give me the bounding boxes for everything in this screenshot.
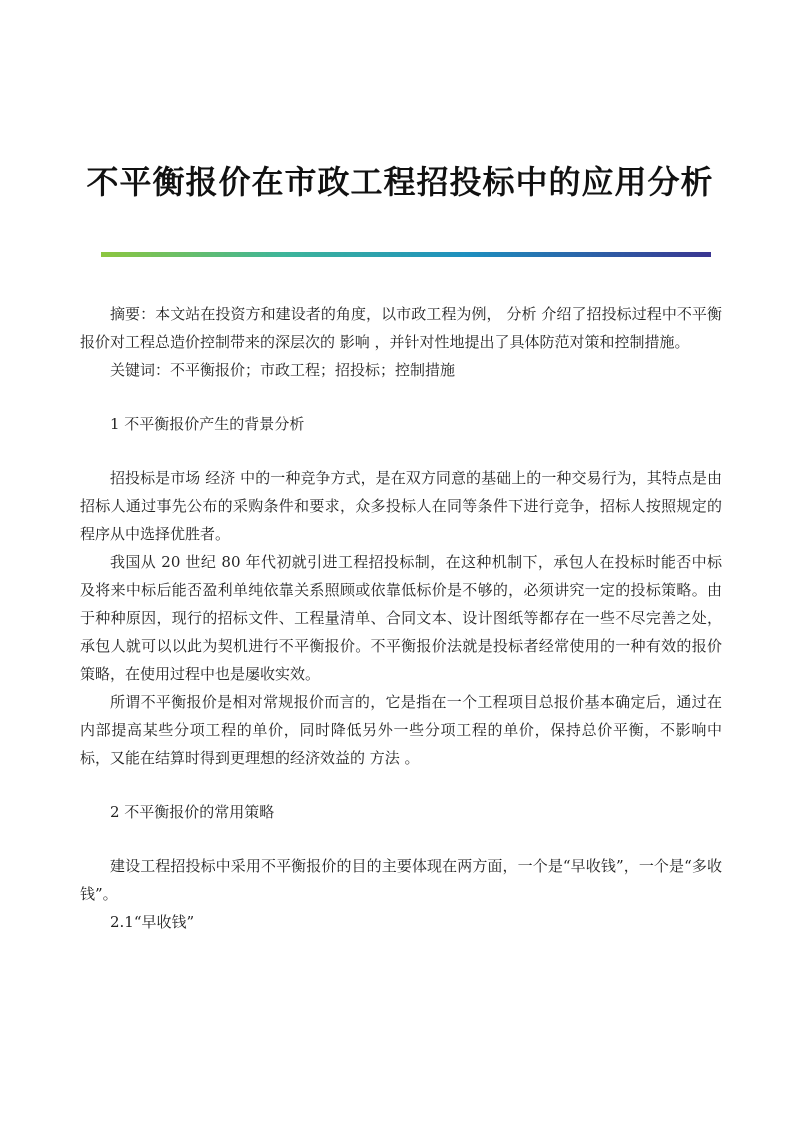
title-divider [101,252,711,257]
body-paragraph: 招投标是市场 经济 中的一种竞争方式，是在双方同意的基础上的一种交易行为，其特点是由招标人通过事先公布的采购条件和要求，众多投标人在同等条件下进行竞争，招标人按照规定的程序从中选择优胜者。 [80,469,722,543]
keywords-paragraph: 关键词：不平衡报价；市政工程；招投标；控制措施 [110,361,456,379]
spacer [80,384,722,410]
spacer [80,772,722,798]
section-heading-1: 1 不平衡报价产生的背景分析 [110,415,305,433]
spacer [80,438,722,464]
spacer [80,826,722,852]
abstract-paragraph: 摘要：本文站在投资方和建设者的角度，以市政工程为例， 分析 介绍了招投标过程中不平衡报价对工程总造价控制带来的深层次的 影响 ，并针对性地提出了具体防范对策和控制措施。 [80,305,722,351]
section-heading-2: 2 不平衡报价的常用策略 [110,803,275,821]
body-paragraph: 所谓不平衡报价是相对常规报价而言的，它是指在一个工程项目总报价基本确定后，通过在内部提高某些分项工程的单价，同时降低另外一些分项工程的单价，保持总价平衡，不影响中标，又能在结算时得到更理想的经济效益的 方法 。 [80,693,722,767]
document-body [80,300,722,936]
subsection-heading-2-1: 2.1“早收钱” [110,913,195,931]
document-title: 不平衡报价在市政工程招投标中的应用分析 [86,163,714,201]
body-paragraph: 建设工程招投标中采用不平衡报价的目的主要体现在两方面，一个是“早收钱”，一个是“多收钱”。 [80,857,722,903]
body-paragraph: 我国从 20 世纪 80 年代初就引进工程招投标制，在这种机制下，承包人在投标时能否中标及将来中标后能否盈利单纯依靠关系照顾或依靠低标价是不够的，必须讲究一定的投标策略。由于种种原因，现行的招标文件、工程量清单、合同文本、设计图纸等都存在一些不尽完善之处，承包人就可以以此为契机进行不平衡报价。不平衡报价法就是投标者经常使用的一种有效的报价策略，在使用过程中也是屡收实效。 [80,553,722,683]
